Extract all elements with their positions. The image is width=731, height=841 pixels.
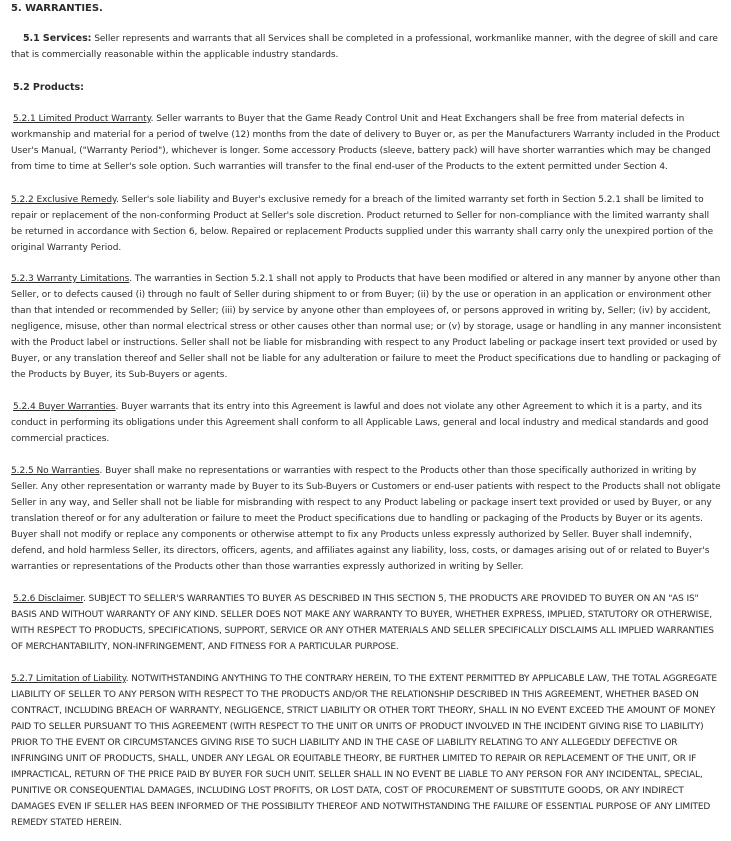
paragraph-5-2-5 xyxy=(11,463,723,575)
label-5-2-1: 5.2.1 Limited Product Warranty xyxy=(13,114,151,124)
text-5-2-4: . Buyer warrants that its entry into this Agreement is lawful and does not violate any other Agreement to which it is a party, and its conduct in performing its obligations under this Agreement shall conform to all Applicable Laws, general and local industry and medical standards and good commercial practices. xyxy=(11,402,709,444)
paragraph-5-2-7 xyxy=(11,671,723,831)
text-5-2-1: . Seller warrants to Buyer that the Game Ready Control Unit and Heat Exchangers shall be free from material defects in workmanship and material for a period of twelve (12) months from the date of delivery to Buyer or, as per the Manufacturers Warranty included in the Product User's Manual, ("Warranty Period"), whichever is longer. Some accessory Products (sleeve, battery pack) will have shorter warranties which may be changed from time to time at Seller's sole option. Such warranties will transfer to the final end-user of the Products to the extent permitted under Section 4. xyxy=(11,114,720,172)
label-5-2-6: 5.2.6 Disclaimer xyxy=(13,594,84,604)
label-5-2-2: 5.2.2 Exclusive Remedy xyxy=(11,195,117,205)
text-5-1: Seller represents and warrants that all Services shall be completed in a professional, workmanlike manner, with the degree of skill and care that is commercially reasonable within the applicable industry standards. xyxy=(11,34,718,60)
label-5-2-5: 5.2.5 No Warranties xyxy=(11,466,100,476)
heading-5-1: 5.1 Services: xyxy=(23,33,92,44)
paragraph-5-2-1 xyxy=(11,111,723,175)
text-5-2-7: . NOTWITHSTANDING ANYTHING TO THE CONTRARY HEREIN, TO THE EXTENT PERMITTED BY APPLICABLE LAW, THE TOTAL AGGREGATE LIABILITY OF SELLER TO ANY PERSON WITH RESPECT TO THE PRODUCTS AND/OR THE RELATIONSHIP DESCRIBED IN THIS AGREEMENT, WHETHER BASED ON CONTRACT, INCLUDING BREACH OF WARRANTY, NEGLIGENCE, STRICT LIABILITY OR OTHER TORT THEORY, SHALL IN NO EVENT EXCEED THE AMOUNT OF MONEY PAID TO SELLER PURSUANT TO THIS AGREEMENT (WITH RESPECT TO THE UNIT OR UNITS OF PRODUCT INVOLVED IN THE INCIDENT GIVING RISE TO LIABILITY) PRIOR TO THE EVENT OR CIRCUMSTANCES GIVING RISE TO SUCH LIABILITY AND IN THE CASE OF LIABILITY RELATING TO ANY ALLEGEDLY DEFECTIVE OR INFRINGING UNIT OF PRODUCTS, SHALL, UNDER ANY LEGAL OR EQUITABLE THEORY, BE FURTHER LIMITED TO REPAIR OR REPLACEMENT OF THE UNIT, OR IF IMPRACTICAL, RETURN OF THE PRICE PAID BY BUYER FOR SUCH UNIT. SELLER SHALL IN NO EVENT BE LIABLE TO ANY PERSON FOR ANY INCIDENTAL, SPECIAL, PUNITIVE OR CONSEQUENTIAL DAMAGES, INCLUDING LOST PROFITS, OR LOST DATA, COST OF PROCUREMENT OF SUBSTITUTE GOODS, OR ANY INDIRECT DAMAGES EVEN IF SELLER HAS BEEN INFORMED OF THE POSSIBILITY THEREOF AND NOTWITHSTANDING THE FAILURE OF ESSENTIAL PURPOSE OF ANY LIMITED REMEDY STATED HEREIN. xyxy=(11,674,717,828)
label-5-2-7: 5.2.7 Limitation of Liability xyxy=(11,674,126,684)
section-title: 5. WARRANTIES. xyxy=(11,3,103,14)
text-5-2-2: . Seller's sole liability and Buyer's exclusive remedy for a breach of the limited warranty set forth in Section 5.2.1 shall be limited to repair or replacement of the non-conforming Product at Seller's sole discretion. Product returned to Seller for non-compliance with the limited warranty shall be returned in accordance with Section 6, below. Repaired or replacement Products supplied under this warranty shall carry only the unexpired portion of the original Warranty Period. xyxy=(11,195,714,253)
label-5-2-4: 5.2.4 Buyer Warranties xyxy=(13,402,116,412)
paragraph-5-2-6 xyxy=(11,591,723,655)
text-5-2-5: . Buyer shall make no representations or warranties with respect to the Products other than those specifically authorized in writing by Seller. Any other representation or warranty made by Buyer to its Sub-Buyers or Customers or end-user patients with respect to the Products shall not obligate Seller in any way, and Seller shall not be liable for misbranding with respect to any Product labeling or package insert text provided or used by Buyer, or any translation thereof or for any adulteration or failure to meet the Product specifications due to handling or packaging of the Products by Buyer or its agents. Buyer shall not modify or replace any components or otherwise attempt to fix any Products unless expressly authorized by Seller. Buyer shall indemnify, defend, and hold harmless Seller, its directors, officers, agents, and affiliates against any liability, loss, costs, or damages arising out of or related to Buyer's warranties or representations of the Products other than those warranties expressly authorized in writing by Seller. xyxy=(11,466,721,572)
paragraph-5-2-4 xyxy=(11,399,723,447)
paragraph-5-2 xyxy=(11,80,723,96)
text-5-2-3: . The warranties in Section 5.2.1 shall not apply to Products that have been modified or altered in any manner by anyone other than Seller, or to defects caused (i) through no fault of Seller during shipment to or from Buyer; (ii) by the use or operation in an application or environment other than that intended or recommended by Seller; (iii) by service by anyone other than employees of, or persons approved in writing by, Seller; (iv) by accident, negligence, misuse, other than normal electrical stress or other causes other than normal use; or (v) by storage, usage or handling in any manner inconsistent with the Product label or instructions. Seller shall not be liable for misbranding with respect to any Product labeling or package insert text provided or used by Buyer, or any translation thereof and Seller shall not be liable for any adulteration or failure to meet the Product specifications due to handling or packaging of the Products by Buyer, its Sub-Buyers or agents. xyxy=(11,274,722,380)
paragraph-5-2-2 xyxy=(11,192,723,256)
paragraph-5-2-3 xyxy=(11,271,723,383)
label-5-2-3: 5.2.3 Warranty Limitations xyxy=(11,274,130,284)
text-5-2-6: . SUBJECT TO SELLER'S WARRANTIES TO BUYER AS DESCRIBED IN THIS SECTION 5, THE PRODUCTS ARE PROVIDED TO BUYER ON AN "AS IS" BASIS AND WITHOUT WARRANTY OF ANY KIND. SELLER DOES NOT MAKE ANY WARRANTY TO BUYER, WHETHER EXPRESS, IMPLIED, STATUTORY OR OTHERWISE, WITH RESPECT TO PRODUCTS, SPECIFICATIONS, SUPPORT, SERVICE OR ANY OTHER MATERIALS AND SELLER SPECIFICALLY DISCLAIMS ALL IMPLIED WARRANTIES OF MERCHANTABILITY, NON-INFRINGEMENT, AND FITNESS FOR A PARTICULAR PURPOSE. xyxy=(11,594,714,652)
heading-5-2: 5.2 Products: xyxy=(13,82,84,93)
paragraph-5-1 xyxy=(11,31,723,63)
indent xyxy=(11,34,23,44)
